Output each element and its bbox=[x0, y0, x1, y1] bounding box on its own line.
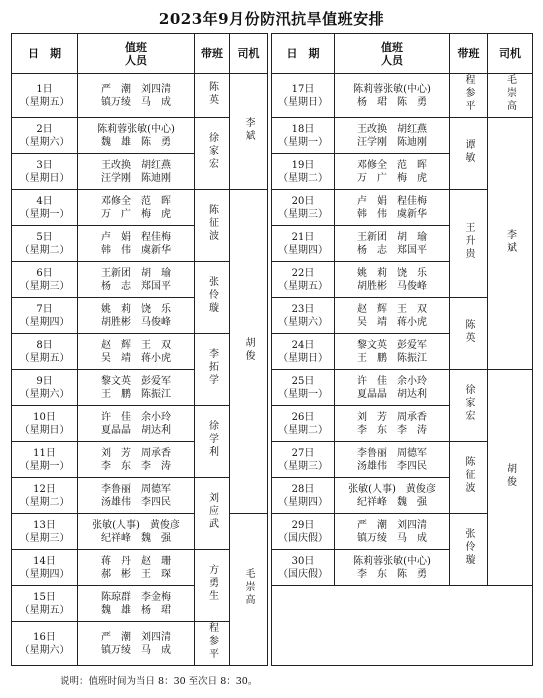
left-staff-cell bbox=[78, 154, 195, 190]
staff-names: 汪学刚 陈迪刚 bbox=[357, 136, 427, 148]
duty-date: 5日 bbox=[36, 231, 53, 243]
duty-date: 24日 bbox=[291, 339, 315, 351]
staff-names: 镇万绫 马 成 bbox=[357, 532, 427, 544]
duty-date: 16日 bbox=[33, 631, 56, 643]
staff-names: 陈莉蓉张敏(中心) bbox=[353, 83, 431, 95]
duty-weekday: （星期四） bbox=[278, 244, 328, 256]
driver-name: 毛崇高 bbox=[504, 74, 516, 113]
leader-cell bbox=[450, 74, 488, 118]
staff-names: 杨 志 郑国平 bbox=[357, 244, 427, 256]
duty-weekday: （星期五） bbox=[278, 280, 328, 292]
leader-name: 徐家宏 bbox=[206, 132, 218, 171]
staff-names: 杨 志 郑国平 bbox=[101, 280, 171, 292]
leader-name: 陈征波 bbox=[463, 456, 474, 495]
duty-weekday: （星期二） bbox=[278, 172, 328, 184]
staff-names: 李鲁丽 周德军 bbox=[357, 447, 427, 459]
leader-name: 程参平 bbox=[206, 622, 218, 661]
left-date-cell bbox=[12, 550, 78, 586]
right-date-cell bbox=[272, 442, 335, 478]
staff-names: 万 广 梅 虎 bbox=[357, 172, 427, 184]
duty-date: 20日 bbox=[291, 195, 315, 207]
column-gap bbox=[268, 622, 272, 666]
left-date-cell bbox=[12, 298, 78, 334]
leader-cell bbox=[195, 550, 230, 622]
duty-date: 21日 bbox=[291, 231, 315, 243]
driver-cell bbox=[488, 74, 533, 118]
right-staff-cell bbox=[335, 334, 450, 370]
duty-date: 19日 bbox=[291, 159, 315, 171]
left-date-cell bbox=[12, 190, 78, 226]
staff-names: 严 潮 刘四清 bbox=[357, 519, 427, 531]
duty-schedule-table bbox=[11, 33, 533, 666]
leader-name: 谭敏 bbox=[463, 138, 474, 165]
left-date-cell bbox=[12, 478, 78, 514]
leader-name: 张伶璇 bbox=[463, 528, 474, 567]
duty-weekday: （星期二） bbox=[19, 244, 70, 256]
leader-cell bbox=[450, 190, 488, 298]
staff-names: 汤雄伟 李四民 bbox=[357, 460, 427, 472]
staff-names: 姚 莉 饶 乐 bbox=[101, 303, 171, 315]
left-staff-cell bbox=[78, 442, 195, 478]
driver-cell bbox=[230, 190, 268, 514]
left-staff-cell bbox=[78, 298, 195, 334]
right-date-cell bbox=[272, 226, 335, 262]
duty-weekday: （国庆假） bbox=[278, 532, 328, 544]
left-staff-cell bbox=[78, 190, 195, 226]
left-staff-cell bbox=[78, 406, 195, 442]
duty-weekday: （星期一） bbox=[278, 388, 328, 400]
duty-date: 25日 bbox=[291, 375, 315, 387]
duty-weekday: （星期日） bbox=[19, 424, 70, 436]
right-staff-cell bbox=[335, 118, 450, 154]
right-staff-cell bbox=[335, 442, 450, 478]
leader-name: 陈征波 bbox=[206, 204, 218, 243]
duty-date: 30日 bbox=[291, 555, 315, 567]
left-staff-cell bbox=[78, 118, 195, 154]
duty-weekday: （星期三） bbox=[278, 460, 328, 472]
staff-names: 王改换 胡红燕 bbox=[101, 159, 171, 171]
staff-names: 夏晶晶 胡达利 bbox=[101, 424, 171, 436]
duty-date: 4日 bbox=[36, 195, 53, 207]
right-staff-cell bbox=[335, 226, 450, 262]
staff-names: 许 佳 余小玲 bbox=[357, 375, 427, 387]
duty-date: 28日 bbox=[291, 483, 315, 495]
left-date-cell bbox=[12, 370, 78, 406]
duty-weekday: （星期六） bbox=[278, 316, 328, 328]
right-staff-cell bbox=[335, 550, 450, 586]
leader-cell bbox=[195, 262, 230, 334]
staff-names: 郝 彬 王 琛 bbox=[101, 568, 171, 580]
staff-names: 严 潮 刘四清 bbox=[101, 83, 171, 95]
right-staff-cell bbox=[335, 478, 450, 514]
duty-weekday: （星期五） bbox=[19, 604, 70, 616]
driver-name: 胡俊 bbox=[243, 336, 254, 363]
staff-names: 邓修全 范 晖 bbox=[101, 195, 171, 207]
duty-weekday: （星期四） bbox=[278, 496, 328, 508]
right-header-staff: 值班 人员 bbox=[335, 34, 450, 74]
duty-date: 8日 bbox=[36, 339, 53, 351]
right-date-cell bbox=[272, 370, 335, 406]
leader-cell bbox=[450, 370, 488, 442]
left-staff-cell bbox=[78, 550, 195, 586]
left-date-cell bbox=[12, 514, 78, 550]
leader-cell bbox=[195, 334, 230, 406]
staff-names: 李 东 陈 勇 bbox=[357, 568, 427, 580]
staff-names: 赵 辉 王 双 bbox=[357, 303, 427, 315]
right-date-cell bbox=[272, 550, 335, 586]
duty-date: 26日 bbox=[291, 411, 315, 423]
right-date-cell bbox=[272, 478, 335, 514]
left-staff-cell bbox=[78, 478, 195, 514]
staff-names: 许 佳 余小玲 bbox=[101, 411, 171, 423]
leader-cell bbox=[450, 442, 488, 514]
duty-date: 27日 bbox=[291, 447, 315, 459]
staff-names: 张敏(人事) 黄俊彦 bbox=[92, 519, 180, 531]
duty-date: 6日 bbox=[36, 267, 53, 279]
duty-weekday: （星期四） bbox=[19, 316, 70, 328]
left-staff-cell bbox=[78, 226, 195, 262]
staff-names: 胡胜彬 马俊峰 bbox=[357, 280, 427, 292]
leader-name: 方勇生 bbox=[206, 564, 218, 603]
duty-weekday: （星期二） bbox=[278, 424, 328, 436]
duty-weekday: （星期三） bbox=[19, 532, 70, 544]
duty-weekday: （星期四） bbox=[19, 568, 70, 580]
staff-names: 王新团 胡 瑜 bbox=[101, 267, 171, 279]
staff-names: 邓修全 范 晖 bbox=[357, 159, 427, 171]
staff-names: 镇万绫 马 成 bbox=[101, 644, 171, 656]
driver-name: 李斌 bbox=[243, 116, 254, 143]
left-date-cell bbox=[12, 262, 78, 298]
staff-names: 蒋 丹 赵 珊 bbox=[101, 555, 171, 567]
right-staff-cell bbox=[335, 154, 450, 190]
staff-names: 李 东 李 涛 bbox=[357, 424, 427, 436]
left-date-cell bbox=[12, 74, 78, 118]
staff-names: 胡胜彬 马俊峰 bbox=[101, 316, 171, 328]
duty-date: 15日 bbox=[33, 591, 56, 603]
driver-cell bbox=[488, 118, 533, 370]
driver-name: 李斌 bbox=[504, 228, 516, 255]
left-header-driver: 司机 bbox=[230, 34, 268, 74]
staff-names: 韩 伟 虞新华 bbox=[101, 244, 171, 256]
leader-name: 刘应武 bbox=[206, 492, 218, 531]
right-header-date: 日 期 bbox=[272, 34, 335, 74]
left-header-date: 日 期 bbox=[12, 34, 78, 74]
leader-name: 张伶璇 bbox=[206, 276, 218, 315]
left-date-cell bbox=[12, 154, 78, 190]
leader-cell bbox=[450, 298, 488, 370]
duty-weekday: （星期二） bbox=[19, 496, 70, 508]
duty-date: 2日 bbox=[36, 123, 53, 135]
duty-weekday: （星期六） bbox=[19, 644, 70, 656]
duty-date: 14日 bbox=[33, 555, 56, 567]
left-date-cell bbox=[12, 334, 78, 370]
duty-weekday: （星期三） bbox=[19, 280, 70, 292]
left-staff-cell bbox=[78, 74, 195, 118]
left-staff-cell bbox=[78, 370, 195, 406]
left-header-leader: 带班 bbox=[195, 34, 230, 74]
staff-names: 刘 芳 周承香 bbox=[101, 447, 171, 459]
duty-date: 7日 bbox=[36, 303, 53, 315]
duty-date: 12日 bbox=[33, 483, 56, 495]
duty-date: 9日 bbox=[36, 375, 53, 387]
right-header-driver: 司机 bbox=[488, 34, 533, 74]
leader-cell bbox=[195, 74, 230, 118]
right-staff-cell bbox=[335, 298, 450, 334]
duty-weekday: （星期六） bbox=[19, 388, 70, 400]
staff-names: 韩 伟 虞新华 bbox=[357, 208, 427, 220]
staff-names: 夏晶晶 胡达利 bbox=[357, 388, 427, 400]
left-date-cell bbox=[12, 622, 78, 666]
right-staff-cell bbox=[335, 190, 450, 226]
right-date-cell bbox=[272, 334, 335, 370]
left-date-cell bbox=[12, 118, 78, 154]
staff-names: 陈莉蓉张敏(中心) bbox=[353, 555, 431, 567]
driver-cell bbox=[230, 514, 268, 666]
staff-names: 纪祥峰 魏 强 bbox=[101, 532, 171, 544]
driver-name: 胡俊 bbox=[504, 462, 516, 489]
leader-name: 陈英 bbox=[206, 80, 218, 107]
staff-names: 王新团 胡 瑜 bbox=[357, 231, 427, 243]
staff-names: 黎文英 彭爱军 bbox=[101, 375, 171, 387]
page-title: 2023年9月份防汛抗旱值班安排 bbox=[158, 10, 385, 28]
left-staff-cell bbox=[78, 586, 195, 622]
duty-weekday: （星期日） bbox=[278, 352, 328, 364]
staff-names: 吴 靖 蒋小虎 bbox=[101, 352, 171, 364]
staff-names: 李鲁丽 周德军 bbox=[101, 483, 171, 495]
staff-names: 魏 雄 杨 珺 bbox=[101, 604, 171, 616]
staff-names: 赵 辉 王 双 bbox=[101, 339, 171, 351]
leader-name: 徐家宏 bbox=[463, 384, 474, 423]
staff-names: 刘 芳 周承香 bbox=[357, 411, 427, 423]
right-date-cell bbox=[272, 154, 335, 190]
right-date-cell bbox=[272, 514, 335, 550]
driver-cell bbox=[230, 74, 268, 190]
duty-weekday: （星期三） bbox=[278, 208, 328, 220]
right-staff-cell bbox=[335, 514, 450, 550]
staff-names: 卢 娟 程佳梅 bbox=[101, 231, 171, 243]
leader-cell bbox=[195, 118, 230, 190]
staff-names: 姚 莉 饶 乐 bbox=[357, 267, 427, 279]
duty-date: 10日 bbox=[33, 411, 56, 423]
leader-name: 王升贵 bbox=[463, 222, 474, 261]
staff-names: 魏 雄 陈 勇 bbox=[101, 136, 171, 148]
duty-date: 22日 bbox=[291, 267, 315, 279]
duty-date: 13日 bbox=[33, 519, 56, 531]
duty-weekday: （星期六） bbox=[19, 136, 70, 148]
staff-names: 陈琼群 李金梅 bbox=[101, 591, 171, 603]
left-date-cell bbox=[12, 442, 78, 478]
duty-date: 29日 bbox=[291, 519, 315, 531]
left-staff-cell bbox=[78, 262, 195, 298]
driver-name: 毛崇高 bbox=[243, 568, 254, 607]
staff-names: 严 潮 刘四清 bbox=[101, 631, 171, 643]
staff-names: 张敏(人事) 黄俊彦 bbox=[348, 483, 436, 495]
left-staff-cell bbox=[78, 334, 195, 370]
staff-names: 王 鹏 陈振江 bbox=[101, 388, 171, 400]
right-date-cell bbox=[272, 298, 335, 334]
staff-names: 陈莉蓉张敏(中心) bbox=[97, 123, 175, 135]
right-date-cell bbox=[272, 406, 335, 442]
leader-cell bbox=[195, 478, 230, 550]
leader-name: 李拓学 bbox=[206, 348, 218, 387]
staff-names: 纪祥峰 魏 强 bbox=[357, 496, 427, 508]
duty-weekday: （星期日） bbox=[19, 172, 70, 184]
left-date-cell bbox=[12, 226, 78, 262]
leader-cell bbox=[450, 118, 488, 190]
driver-cell bbox=[488, 370, 533, 586]
leader-cell bbox=[195, 406, 230, 478]
staff-names: 汤雄伟 李四民 bbox=[101, 496, 171, 508]
right-date-cell bbox=[272, 74, 335, 118]
duty-weekday: （国庆假） bbox=[278, 568, 328, 580]
staff-names: 王 鹏 陈振江 bbox=[357, 352, 427, 364]
staff-names: 黎文英 彭爱军 bbox=[357, 339, 427, 351]
duty-date: 23日 bbox=[291, 303, 315, 315]
right-staff-cell bbox=[335, 74, 450, 118]
right-staff-cell bbox=[335, 262, 450, 298]
left-header-staff: 值班 人员 bbox=[78, 34, 195, 74]
left-date-cell bbox=[12, 406, 78, 442]
right-date-cell bbox=[272, 262, 335, 298]
staff-names: 万 广 梅 虎 bbox=[101, 208, 171, 220]
staff-names: 汪学刚 陈迪刚 bbox=[101, 172, 171, 184]
duty-weekday: （星期一） bbox=[19, 208, 70, 220]
duty-date: 17日 bbox=[291, 83, 315, 95]
duty-date: 11日 bbox=[33, 447, 56, 459]
duty-date: 18日 bbox=[291, 123, 315, 135]
right-staff-cell bbox=[335, 370, 450, 406]
right-date-cell bbox=[272, 118, 335, 154]
staff-names: 卢 娟 程佳梅 bbox=[357, 195, 427, 207]
duty-date: 1日 bbox=[36, 83, 53, 95]
duty-weekday: （星期一） bbox=[278, 136, 328, 148]
leader-name: 程参平 bbox=[463, 74, 474, 113]
footnote: 说明：值班时间为当日 8：30 至次日 8：30。 bbox=[60, 676, 258, 687]
empty-cell bbox=[272, 586, 533, 666]
left-staff-cell bbox=[78, 622, 195, 666]
duty-weekday: （星期一） bbox=[19, 460, 70, 472]
staff-names: 李 东 李 涛 bbox=[101, 460, 171, 472]
duty-weekday: （星期五） bbox=[19, 352, 70, 364]
staff-names: 杨 珺 陈 勇 bbox=[357, 96, 427, 108]
leader-cell bbox=[450, 514, 488, 586]
staff-names: 吴 靖 蒋小虎 bbox=[357, 316, 427, 328]
duty-weekday: （星期五） bbox=[19, 96, 70, 108]
leader-name: 徐学利 bbox=[206, 420, 218, 459]
left-staff-cell bbox=[78, 514, 195, 550]
left-date-cell bbox=[12, 586, 78, 622]
right-header-leader: 带班 bbox=[450, 34, 488, 74]
right-date-cell bbox=[272, 190, 335, 226]
staff-names: 镇万绫 马 成 bbox=[101, 96, 171, 108]
staff-names: 王改换 胡红燕 bbox=[357, 123, 427, 135]
right-staff-cell bbox=[335, 406, 450, 442]
duty-date: 3日 bbox=[36, 159, 53, 171]
leader-cell bbox=[195, 622, 230, 666]
duty-weekday: （星期日） bbox=[278, 96, 328, 108]
leader-cell bbox=[195, 190, 230, 262]
leader-name: 陈英 bbox=[463, 318, 474, 345]
